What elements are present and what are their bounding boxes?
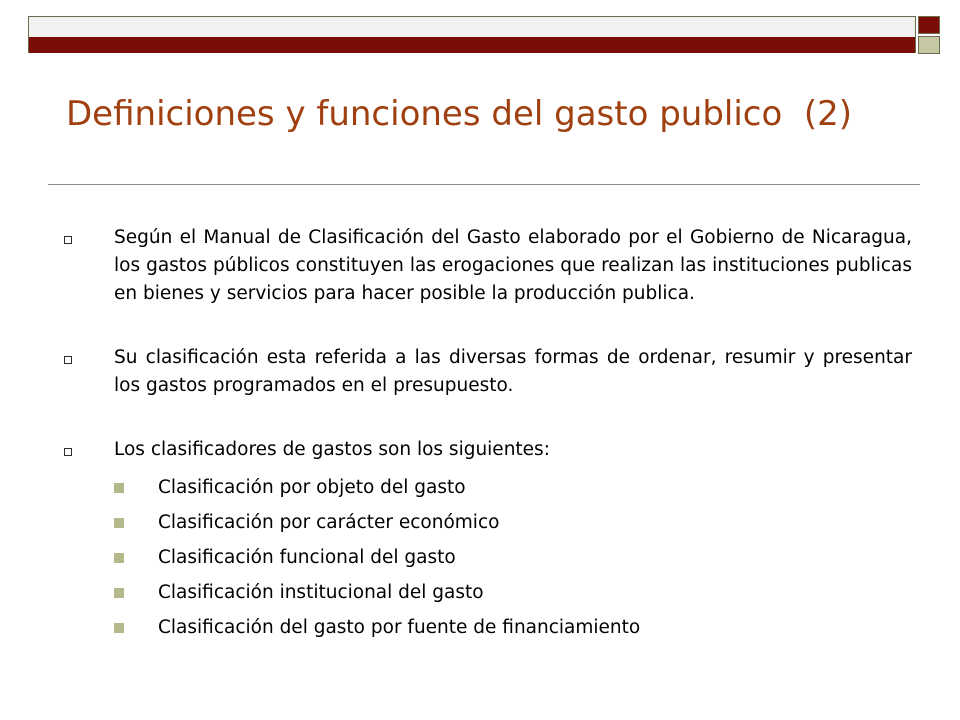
bullet-item (62, 224, 912, 308)
top-bar-dark-stripe (29, 37, 915, 53)
classifier-list (62, 470, 912, 645)
filled-square-bullet-icon (114, 553, 124, 563)
list-item-label: Clasificación por objeto del gasto (158, 477, 466, 498)
list-item (62, 610, 912, 645)
list-item-label: Clasificación del gasto por fuente de financiamiento (158, 617, 641, 638)
list-item (62, 470, 912, 505)
bullet-text: Los clasificadores de gastos son los siguientes: (114, 439, 550, 460)
bullet-text: Según el Manual de Clasificación del Gasto elaborado por el Gobierno de Nicaragua, los gastos públicos constituyen las erogaciones que realizan las instituciones publicas en bienes y servicios para hacer posible la producción publica. (114, 227, 912, 304)
filled-square-bullet-icon (114, 623, 124, 633)
list-item-label: Clasificación institucional del gasto (158, 582, 484, 603)
bullet-item (62, 436, 912, 464)
slide-content (62, 224, 912, 645)
hollow-square-bullet-icon (64, 236, 72, 244)
list-item (62, 575, 912, 610)
top-decorative-bar (28, 16, 916, 53)
hollow-square-bullet-icon (64, 356, 72, 364)
bullet-text: Su clasificación esta referida a las diversas formas de ordenar, resumir y presentar los gastos programados en el presupuesto. (114, 347, 912, 396)
slide-title: Definiciones y funciones del gasto publico (2) (66, 94, 853, 134)
list-item (62, 540, 912, 575)
filled-square-bullet-icon (114, 518, 124, 528)
corner-square-light (918, 36, 940, 54)
corner-square-dark (918, 16, 940, 34)
title-divider (48, 184, 920, 185)
bullet-item (62, 344, 912, 400)
filled-square-bullet-icon (114, 588, 124, 598)
list-item-label: Clasificación por carácter económico (158, 512, 500, 533)
hollow-square-bullet-icon (64, 448, 72, 456)
filled-square-bullet-icon (114, 483, 124, 493)
list-item (62, 505, 912, 540)
list-item-label: Clasificación funcional del gasto (158, 547, 456, 568)
